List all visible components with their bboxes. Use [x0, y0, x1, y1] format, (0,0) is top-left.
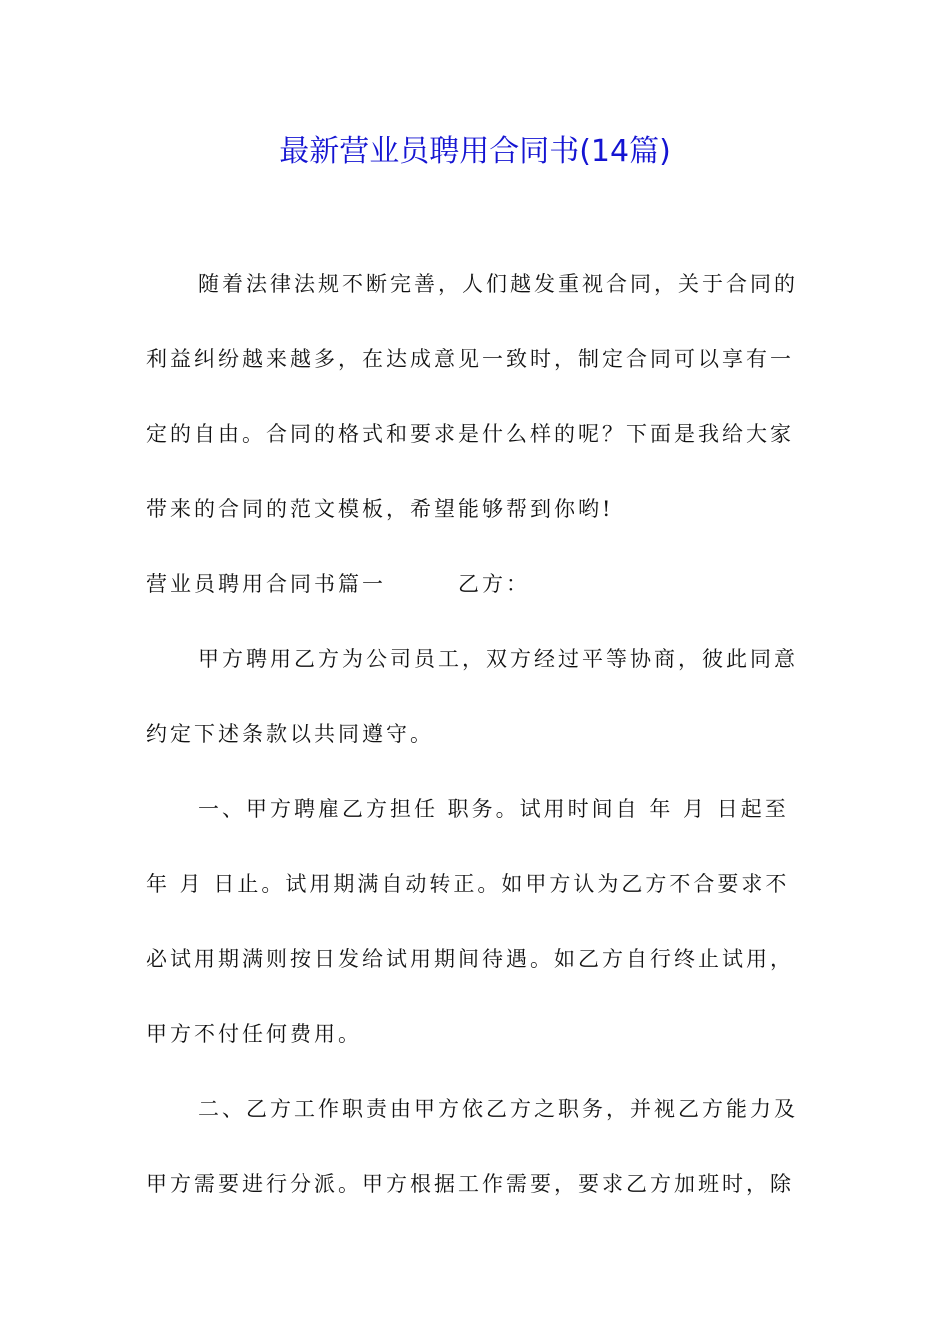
- paragraph-line: 年 月 日止。试用期满自动转正。如甲方认为乙方不合要求不: [146, 872, 790, 896]
- paragraph-line: 约定下述条款以共同遵守。: [146, 722, 434, 746]
- paragraph-line: 利益纠纷越来越多，在达成意见一致时，制定合同可以享有一: [146, 347, 794, 371]
- paragraph-line: 随着法律法规不断完善，人们越发重视合同，关于合同的: [198, 272, 798, 296]
- paragraph-line: 必试用期满则按日发给试用期间待遇。如乙方自行终止试用，: [146, 947, 794, 971]
- section-heading: 营业员聘用合同书篇一 乙方：: [146, 572, 530, 596]
- paragraph-line: 一、甲方聘雇乙方担任 职务。试用时间自 年 月 日起至: [198, 797, 789, 821]
- document-body: [146, 247, 808, 1222]
- paragraph-line: 二、乙方工作职责由甲方依乙方之职务，并视乙方能力及: [198, 1097, 798, 1121]
- document-title: 最新营业员聘用合同书(14篇): [279, 134, 671, 169]
- paragraph-line: 定的自由。合同的格式和要求是什么样的呢？下面是我给大家: [146, 422, 794, 446]
- paragraph-line: 甲方不付任何费用。: [146, 1022, 362, 1046]
- paragraph-line: 甲方需要进行分派。甲方根据工作需要，要求乙方加班时，除: [146, 1172, 794, 1196]
- paragraph-line: 甲方聘用乙方为公司员工，双方经过平等协商，彼此同意: [198, 647, 798, 671]
- paragraph-line: 带来的合同的范文模板，希望能够帮到你哟!: [146, 497, 614, 521]
